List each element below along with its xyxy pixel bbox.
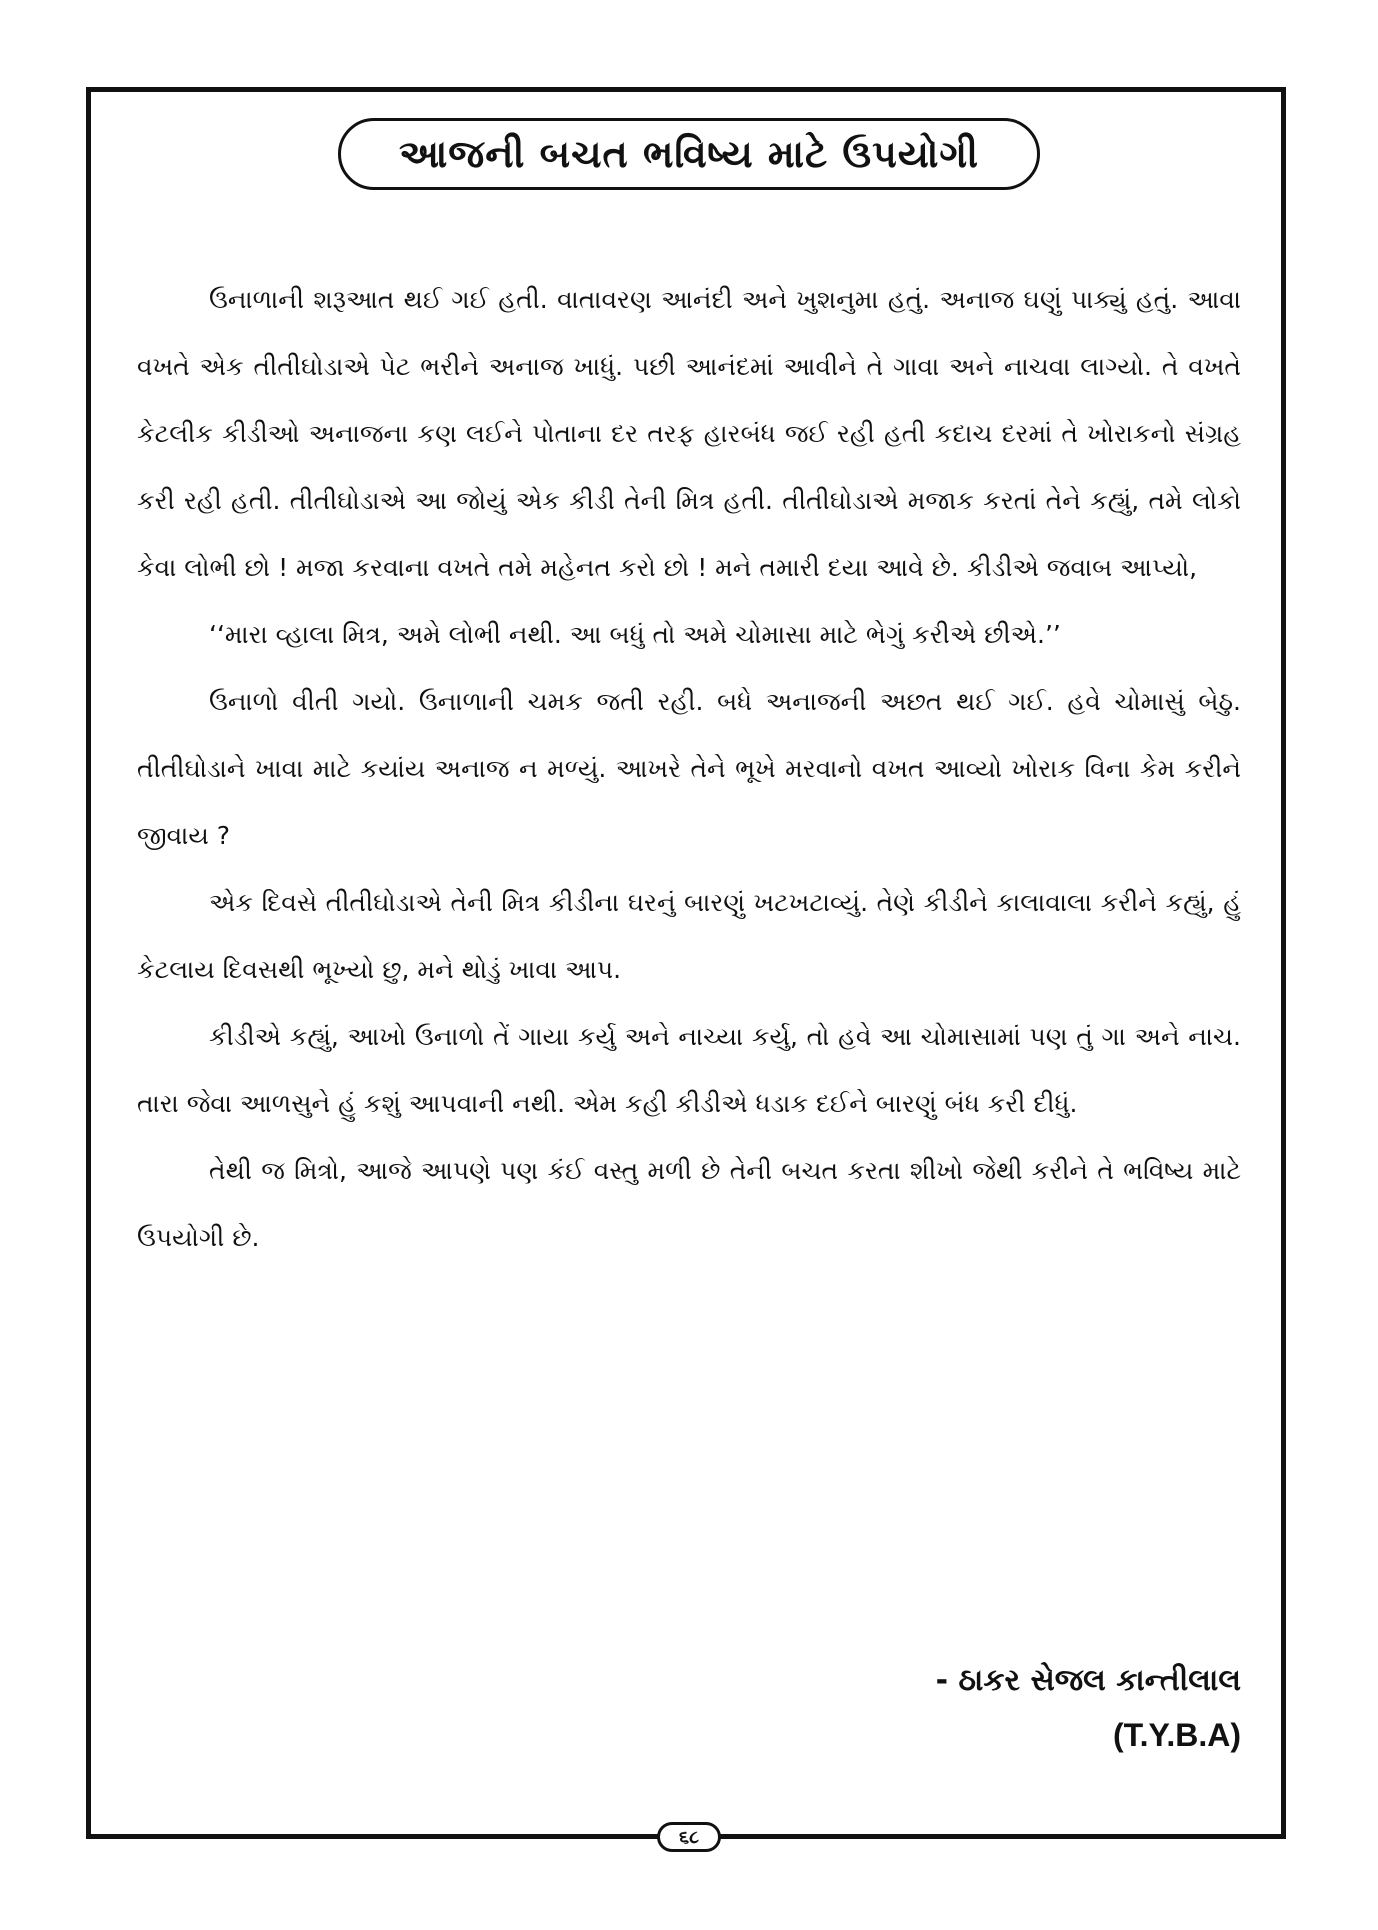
page-title: આજની બચત ભવિષ્ય માટે ઉપયોગી [398, 131, 980, 176]
story-body [137, 266, 1241, 1271]
story-paragraph-3: ઉનાળો વીતી ગયો. ઉનાળાની ચમક જતી રહી. બધે અનાજની અછત થઈ ગઈ. હવે ચોમાસું બેઠુ. તીતીઘોડાને ખાવા માટે કયાંય અનાજ ન મળ્યું. આખરે તેને ભૂખે મરવાનો વખત આવ્યો ખોરાક વિના કેમ કરીને જીવાય ? [137, 687, 1241, 850]
page-number: ૬૮ [657, 1822, 721, 1852]
story-paragraph-4: એક દિવસે તીતીઘોડાએ તેની મિત્ર કીડીના ઘરનું બારણું ખટખટાવ્યું. તેણે કીડીને કાલાવાલા કરીને કહ્યું, હું કેટલાય દિવસથી ભૂખ્યો છુ, મને થોડું ખાવા આપ. [137, 888, 1241, 984]
story-paragraph-6: તેથી જ મિત્રો, આજે આપણે પણ કંઈ વસ્તુ મળી છે તેની બચત કરતા શીખો જેથી કરીને તે ભવિષ્ય માટે ઉપયોગી છે. [137, 1156, 1241, 1252]
story-paragraph-5: કીડીએ કહ્યું, આખો ઉનાળો તેં ગાયા કર્યુ અને નાચ્યા કર્યુ, તો હવે આ ચોમાસામાં પણ તું ગા અને નાચ. તારા જેવા આળસુને હું કશું આપવાની નથી. એમ કહી કીડીએ ધડાક દઈને બારણું બંધ કરી દીધું. [137, 1022, 1241, 1118]
author-name: - ઠાકર સેજલ કાન્તીલાલ [935, 1663, 1241, 1698]
author-block [936, 1654, 1241, 1762]
author-class: (T.Y.B.A) [1113, 1717, 1241, 1753]
story-paragraph-1: ઉનાળાની શરૂઆત થઈ ગઈ હતી. વાતાવરણ આનંદી અને ખુશનુમા હતું. અનાજ ઘણું પાક્યું હતું. આવા વખતે એક તીતીઘોડાએ પેટ ભરીને અનાજ ખાધું. પછી આનંદમાં આવીને તે ગાવા અને નાચવા લાગ્યો. તે વખતે કેટલીક કીડીઓ અનાજના કણ લઈને પોતાના દર તરફ હારબંધ જઈ રહી હતી કદાચ દરમાં તે ખોરાકનો સંગ્રહ કરી રહી હતી. તીતીઘોડાએ આ જોયું એક કીડી તેની મિત્ર હતી. તીતીઘોડાએ મજાક કરતાં તેને કહ્યું, તમે લોકો કેવા લોભી છો ! મજા કરવાના વખતે તમે મહેનત કરો છો ! મને તમારી દયા આવે છે. કીડીએ જવાબ આપ્યો, [137, 285, 1241, 582]
story-paragraph-2: ‘‘મારા વ્હાલા મિત્ર, અમે લોભી નથી. આ બધું તો અમે ચોમાસા માટે ભેગું કરીએ છીએ.’’ [209, 620, 1061, 649]
title-banner [338, 118, 1040, 190]
